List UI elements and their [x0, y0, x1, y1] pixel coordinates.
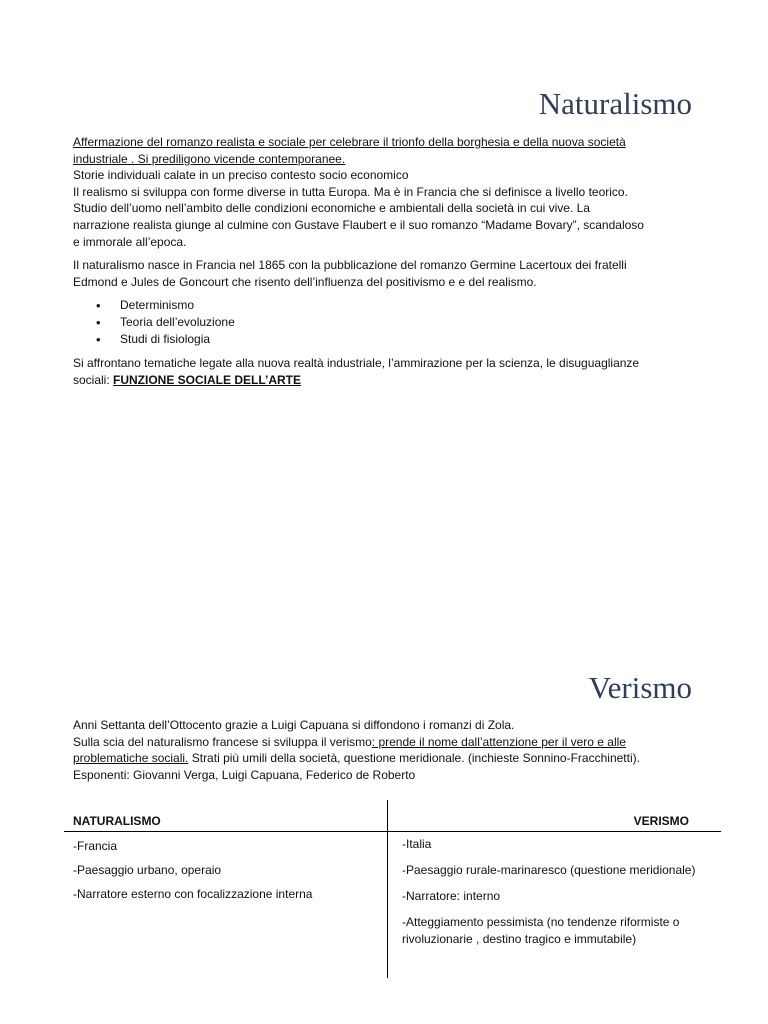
intro-line-4: Il realismo si sviluppa con forme diverse in tutta Europa. Ma è in Francia che si definisce a livello teorico.: [73, 184, 628, 199]
origin-line-2: Edmond e Jules de Goncourt che risento dell’influenza del positivismo e e del realismo.: [73, 274, 537, 289]
themes-prefix: sociali:: [73, 372, 114, 387]
table-cell: -Italia: [402, 837, 432, 851]
list-item: • Determinismo: [96, 297, 235, 314]
intro-line-2: industriale . Si prediligono vicende contemporanee.: [73, 151, 346, 166]
verismo-line-3-underlined: problematiche sociali.: [73, 751, 189, 766]
naturalismo-bullet-list: [96, 297, 235, 348]
funzione-sociale-emphasis: FUNZIONE SOCIALE DELL’ARTE: [113, 372, 302, 387]
list-item: • Teoria dell’evoluzione: [96, 314, 235, 331]
verismo-line-2-prefix: Sulla scia del naturalismo francese si sviluppa il verismo: [73, 734, 372, 749]
origin-line-1: Il naturalismo nasce in Francia nel 1865 con la pubblicazione del romanzo Germine Lacertoux dei fratelli: [73, 258, 627, 272]
naturalismo-themes-paragraph: [73, 355, 713, 388]
intro-line-3: Storie individuali calate in un preciso contesto socio economico: [73, 168, 409, 183]
table-cell: -Atteggiamento pessimista (no tendenze riformiste o rivoluzionarie , destino tragico e immutabile): [402, 915, 680, 946]
list-item: • Studi di fisiologia: [96, 331, 235, 348]
verismo-line-3-rest: Strati più umili della società, questione meridionale. (inchieste Sonnino-Fracchinetti).: [188, 751, 640, 766]
comparison-table: [64, 800, 721, 978]
intro-line-6: narrazione realista giunge al culmine con Gustave Flaubert e il suo romanzo “Madame Bovary”, scandaloso: [73, 217, 644, 232]
verismo-line-4: Esponenti: Giovanni Verga, Luigi Capuana, Federico de Roberto: [73, 767, 416, 782]
table-divider-vertical: [387, 800, 388, 978]
verismo-line-3: [73, 750, 713, 767]
verismo-line-1: Anni Settanta dell’Ottocento grazie a Luigi Capuana si diffondono i romanzi di Zola.: [73, 718, 515, 732]
table-cell: -Narratore esterno con focalizzazione interna: [73, 887, 313, 901]
table-cell: -Paesaggio rurale-marinaresco (questione meridionale): [402, 863, 696, 877]
verismo-line-2: [73, 734, 713, 751]
intro-line-7: e immorale all’epoca.: [73, 234, 187, 249]
intro-line-5: Studio dell’uomo nell’ambito delle condizioni economiche e ambientali della società in cui vive. La: [73, 201, 590, 216]
naturalismo-title: Naturalismo: [538, 86, 692, 121]
table-cell: -Francia: [73, 839, 118, 853]
intro-line-1: Affermazione del romanzo realista e sociale per celebrare il trionfo della borghesia e della nuova società: [73, 135, 626, 149]
themes-line-2: [73, 372, 713, 389]
verismo-title: Verismo: [588, 670, 692, 705]
table-header-naturalismo: NATURALISMO: [73, 814, 161, 828]
naturalismo-intro: [73, 134, 713, 250]
table-cell: -Narratore: interno: [402, 889, 501, 903]
themes-line-1: Si affrontano tematiche legate alla nuova realtà industriale, l’ammirazione per la scienza, le disuguaglianze: [73, 356, 640, 370]
table-divider-horizontal: [64, 831, 721, 832]
verismo-line-2-underlined: : prende il nome dall’attenzione per il vero e alle: [371, 734, 626, 749]
table-cell: -Paesaggio urbano, operaio: [73, 863, 222, 877]
table-header-verismo: VERISMO: [633, 814, 689, 828]
naturalismo-origin-paragraph: [73, 257, 713, 290]
verismo-intro: [73, 717, 713, 783]
